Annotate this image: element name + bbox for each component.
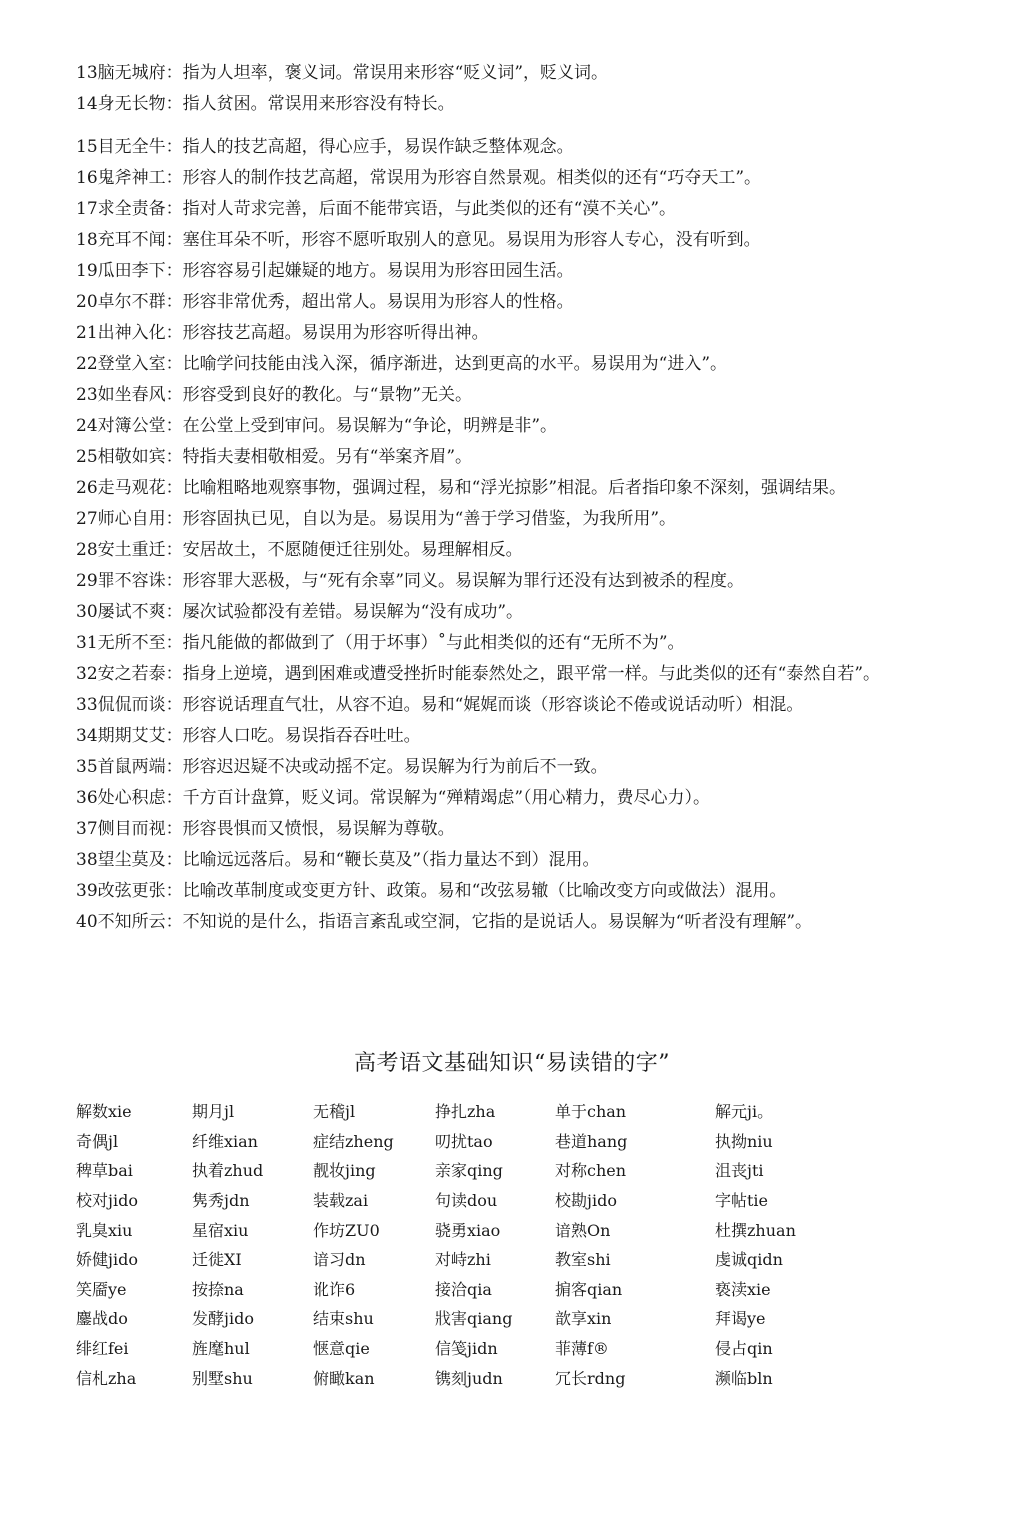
word-cell: 句读dou xyxy=(435,1191,498,1211)
idiom-entry: 26走马观花：比喻粗略地观察事物，强调过程，易和“浮光掠影”相混。后者指印象不深刻，强调结果。 xyxy=(76,478,847,498)
word-cell: 谙熟On xyxy=(555,1220,611,1240)
idiom-entry: 18充耳不闻：塞住耳朵不听，形容不愿听取别人的意见。易误用为形容人专心，没有听到。 xyxy=(76,230,761,250)
word-cell: 讹诈6 xyxy=(313,1279,356,1299)
word-cell: 解数xie xyxy=(76,1102,132,1122)
idiom-entry: 22登堂入室：比喻学问技能由浅入深，循序渐进，达到更高的水平。易误用为“进入”。 xyxy=(76,354,728,374)
word-cell: 沮丧jti xyxy=(715,1161,764,1181)
word-cell: 纤维xian xyxy=(192,1131,258,1151)
grid-row xyxy=(76,1185,936,1215)
idiom-entry: 36处心积虑：千方百计盘算，贬义词。常误解为“殚精竭虑”（用心精力，费尽心力）。 xyxy=(76,788,711,808)
word-cell: 巷道hang xyxy=(555,1131,628,1151)
word-cell: 按捺na xyxy=(192,1279,244,1299)
idiom-entry: 16鬼斧神工：形容人的制作技艺高超，常误用为形容自然景观。相类似的还有“巧夺天工”。 xyxy=(76,168,762,188)
word-cell: 期月jl xyxy=(192,1102,235,1122)
word-cell: 对称chen xyxy=(555,1161,627,1181)
word-cell: 亵渎xie xyxy=(715,1279,771,1299)
word-cell: 笑靥ye xyxy=(76,1279,127,1299)
word-cell: 菲薄f® xyxy=(555,1339,609,1359)
word-cell: 侵占qin xyxy=(715,1339,773,1359)
word-cell: 接洽qia xyxy=(435,1279,492,1299)
word-cell: 叨扰tao xyxy=(435,1131,493,1151)
word-cell: 对峙zhi xyxy=(435,1250,491,1270)
idiom-entry: 17求全责备：指对人苛求完善，后面不能带宾语，与此类似的还有“漠不关心”。 xyxy=(76,199,677,219)
grid-row xyxy=(76,1362,936,1392)
idiom-entry: 39改弦更张：比喻改革制度或变更方针、政策。易和“改弦易辙（比喻改变方向或做法）混用。 xyxy=(76,881,787,901)
word-cell: 症结zheng xyxy=(313,1131,394,1151)
grid-row xyxy=(76,1303,936,1333)
word-cell: 装载zai xyxy=(313,1191,369,1211)
word-cell: 信札zha xyxy=(76,1368,137,1388)
idiom-entry: 28安土重迁：安居故土，不愿随便迁往别处。易理解相反。 xyxy=(76,540,523,560)
word-cell: 隽秀jdn xyxy=(192,1191,250,1211)
word-cell: 靓妆jing xyxy=(313,1161,376,1181)
word-cell: 镌刻judn xyxy=(435,1368,503,1388)
word-cell: 单于chan xyxy=(555,1102,627,1122)
idiom-entry: 21出神入化：形容技艺高超。易误用为形容听得出神。 xyxy=(76,323,489,343)
word-cell: 乳臭xiu xyxy=(76,1220,133,1240)
word-cell: 谙习dn xyxy=(313,1250,366,1270)
grid-row xyxy=(76,1126,936,1156)
idiom-entry: 32安之若泰：指身上逆境，遇到困难或遭受挫折时能泰然处之，跟平常一样。与此类似的还有“泰然自若”。 xyxy=(76,664,881,684)
grid-row xyxy=(76,1244,936,1274)
word-cell: 作坊ZU0 xyxy=(313,1220,380,1240)
idiom-entry: 23如坐春风：形容受到良好的教化。与“景物”无关。 xyxy=(76,385,473,405)
word-cell: 俯瞰kan xyxy=(313,1368,375,1388)
word-cell: 星宿xiu xyxy=(192,1220,249,1240)
word-cell: 稗草bai xyxy=(76,1161,133,1181)
idiom-entry: 20卓尔不群：形容非常优秀，超出常人。易误用为形容人的性格。 xyxy=(76,292,574,312)
word-cell: 发酵jido xyxy=(192,1309,254,1329)
word-cell: 字帖tie xyxy=(715,1191,769,1211)
word-cell: 冗长rdng xyxy=(555,1368,626,1388)
grid-row xyxy=(76,1333,936,1363)
idiom-entry: 33侃侃而谈：形容说话理直气壮，从容不迫。易和“娓娓而谈（形容谈论不倦或说话动听）相混。 xyxy=(76,695,804,715)
word-cell: 惬意qie xyxy=(313,1339,370,1359)
idiom-entry: 19瓜田李下：形容容易引起嫌疑的地方。易误用为形容田园生活。 xyxy=(76,261,574,281)
grid-row xyxy=(76,1155,936,1185)
idiom-entry: 34期期艾艾：形容人口吃。易误指吞吞吐吐。 xyxy=(76,726,421,746)
grid-row xyxy=(76,1274,936,1304)
word-cell: 戕害qiang xyxy=(435,1309,513,1329)
idiom-entry: 15目无全牛：指人的技艺高超，得心应手，易误作缺乏整体观念。 xyxy=(76,137,574,157)
word-cell: 娇健jido xyxy=(76,1250,138,1270)
word-cell: 掮客qian xyxy=(555,1279,623,1299)
idiom-entry: 30屡试不爽：屡次试验都没有差错。易误解为“没有成功”。 xyxy=(76,602,524,622)
word-cell: 教室shi xyxy=(555,1250,611,1270)
word-cell: 信笺jidn xyxy=(435,1339,498,1359)
word-cell: 濒临bln xyxy=(715,1368,773,1388)
grid-row xyxy=(76,1214,936,1244)
idiom-entry: 13脑无城府：指为人坦率，褒义词。常误用来形容“贬义词”，贬义词。 xyxy=(76,63,609,83)
word-cell: 执拗niu xyxy=(715,1131,773,1151)
idiom-entry: 27师心自用：形容固执已见，自以为是。易误用为“善于学习借鉴，为我所用”。 xyxy=(76,509,677,529)
word-cell: 亲家qing xyxy=(435,1161,503,1181)
word-cell: 杜撰zhuan xyxy=(715,1220,796,1240)
idiom-entry: 14身无长物：指人贫困。常误用来形容没有特长。 xyxy=(76,94,455,114)
word-cell: 无稽jl xyxy=(313,1102,356,1122)
word-cell: 结束shu xyxy=(313,1309,374,1329)
word-cell: 拜谒ye xyxy=(715,1309,766,1329)
idiom-entry: 40不知所云：不知说的是什么，指语言紊乱或空洞，它指的是说话人。易误解为“听者没有理解”。 xyxy=(76,912,813,932)
word-cell: 迁徙XI xyxy=(192,1250,242,1270)
idiom-entry: 24对簿公堂：在公堂上受到审问。易误解为“争论，明辨是非”。 xyxy=(76,416,558,436)
grid-row xyxy=(76,1096,936,1126)
idiom-entry: 38望尘莫及：比喻远远落后。易和“鞭长莫及”（指力量达不到）混用。 xyxy=(76,850,600,870)
word-cell: 挣扎zha xyxy=(435,1102,496,1122)
idiom-entry: 37侧目而视：形容畏惧而又愤恨，易误解为尊敬。 xyxy=(76,819,455,839)
word-cell: 校勘jido xyxy=(555,1191,617,1211)
idiom-entry: 25相敬如宾：特指夫妻相敬相爱。另有“举案齐眉”。 xyxy=(76,447,473,467)
word-cell: 绯红fei xyxy=(76,1339,129,1359)
word-cell: 鏖战do xyxy=(76,1309,128,1329)
idiom-list xyxy=(76,58,916,938)
word-cell: 执着zhud xyxy=(192,1161,264,1181)
section-heading: 高考语文基础知识“易读错的字” xyxy=(354,1051,670,1076)
word-cell: 校对jido xyxy=(76,1191,138,1211)
idiom-entry: 29罪不容诛：形容罪大恶极，与“死有余辜”同义。易误解为罪行还没有达到被杀的程度。 xyxy=(76,571,745,591)
word-cell: 歆享xin xyxy=(555,1309,612,1329)
word-cell: 解元ji。 xyxy=(715,1102,774,1122)
pronunciation-grid xyxy=(76,1096,936,1392)
idiom-entry: 35首鼠两端：形容迟迟疑不决或动摇不定。易误解为行为前后不一致。 xyxy=(76,757,608,777)
word-cell: 奇偶jl xyxy=(76,1131,119,1151)
word-cell: 别墅shu xyxy=(192,1368,253,1388)
word-cell: 旌麾hul xyxy=(192,1339,250,1359)
word-cell: 虔诚qidn xyxy=(715,1250,783,1270)
word-cell: 骁勇xiao xyxy=(435,1220,501,1240)
idiom-entry: 31无所不至：指凡能做的都做到了（用于坏事）˚与此相类似的还有“无所不为”。 xyxy=(76,633,685,653)
